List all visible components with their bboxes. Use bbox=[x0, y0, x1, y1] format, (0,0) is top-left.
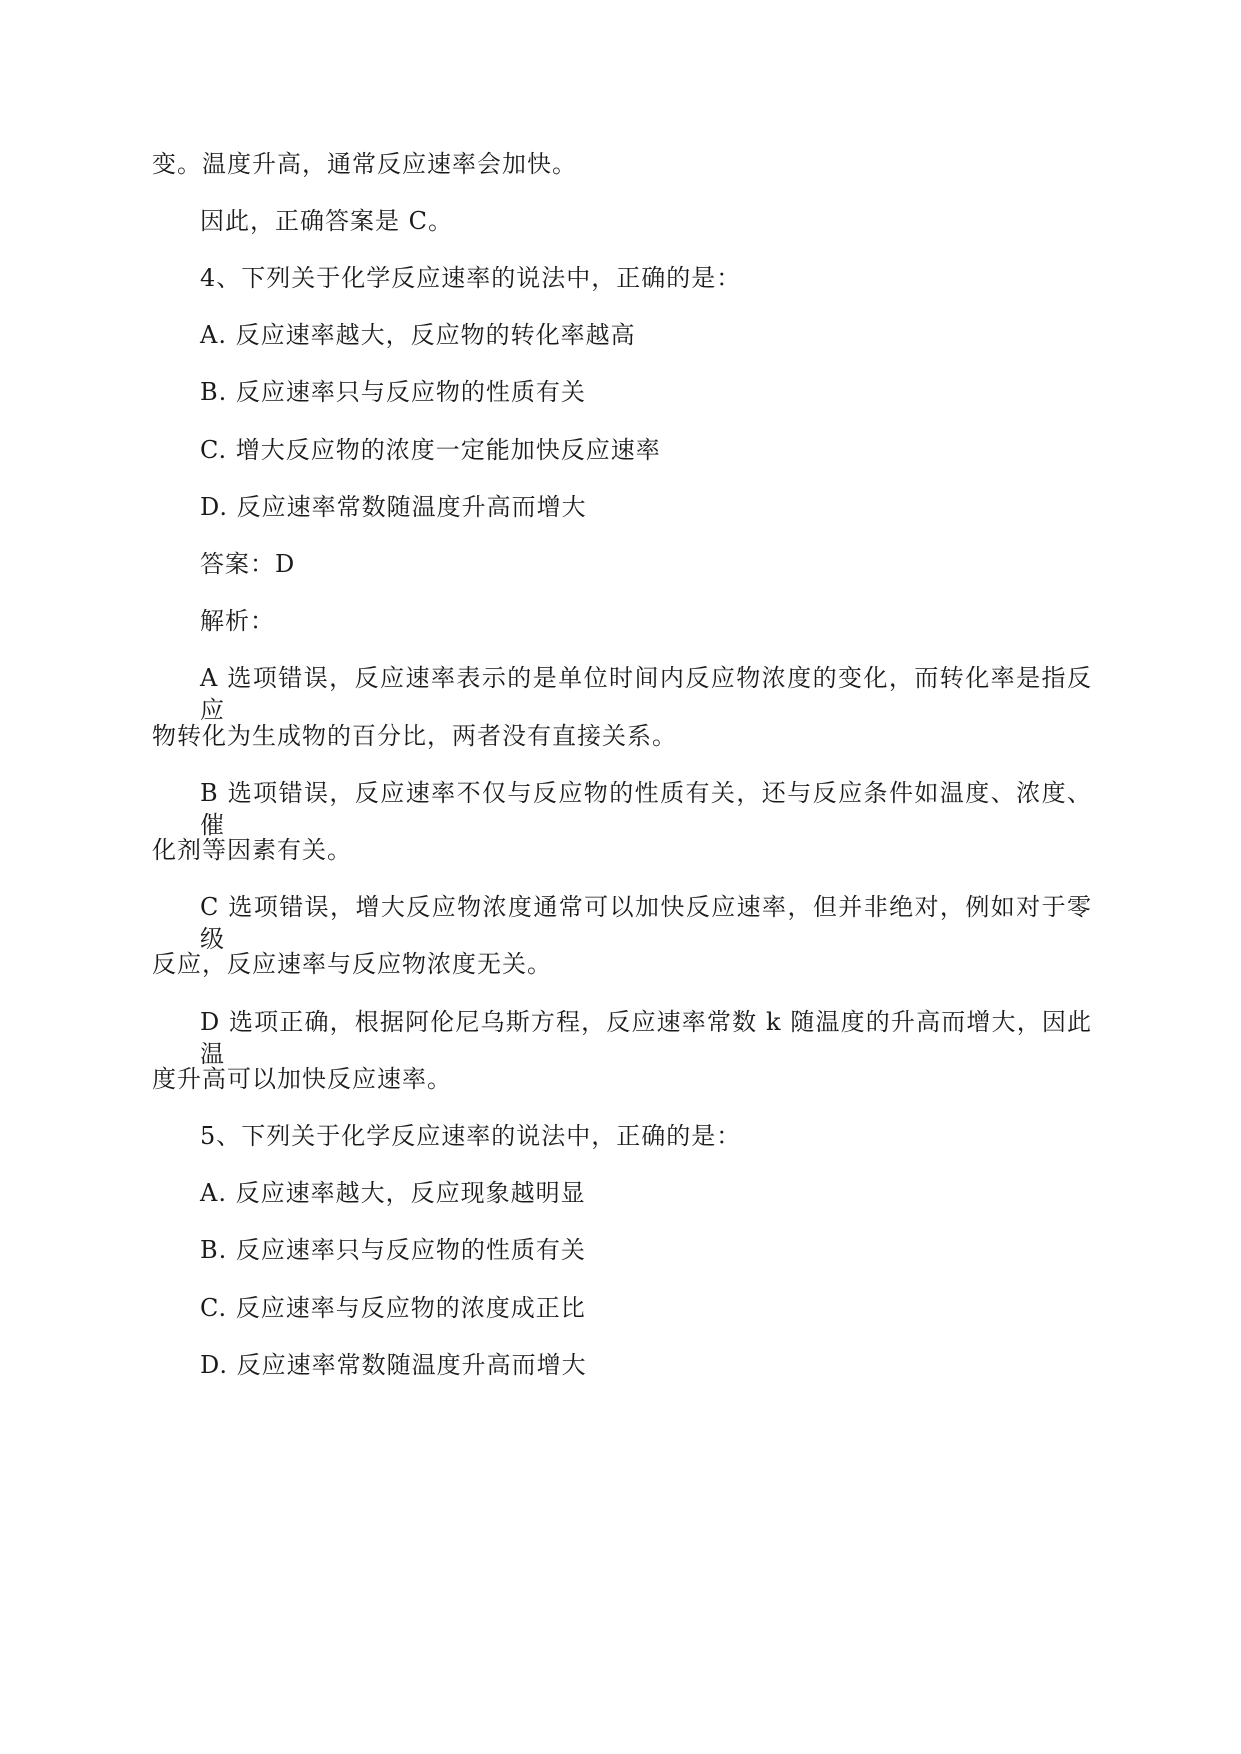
question-5-option-d: D. 反应速率常数随温度升高而增大 bbox=[200, 1351, 587, 1379]
analysis-c-line-1: C 选项错误，增大反应物浓度通常可以加快反应速率，但并非绝对，例如对于零级 bbox=[200, 893, 1092, 953]
analysis-b-line-2: 化剂等因素有关。 bbox=[152, 836, 352, 864]
question-4-stem: 4、下列关于化学反应速率的说法中，正确的是： bbox=[200, 264, 742, 292]
question-5-option-c: C. 反应速率与反应物的浓度成正比 bbox=[200, 1294, 586, 1322]
question-5-stem: 5、下列关于化学反应速率的说法中，正确的是： bbox=[200, 1122, 742, 1150]
question-4-answer: 答案：D bbox=[200, 550, 296, 578]
analysis-d-line-1: D 选项正确，根据阿伦尼乌斯方程，反应速率常数 k 随温度的升高而增大，因此温 bbox=[200, 1008, 1092, 1068]
question-4-option-a: A. 反应速率越大，反应物的转化率越高 bbox=[200, 321, 636, 349]
question-4-option-c: C. 增大反应物的浓度一定能加快反应速率 bbox=[200, 436, 661, 464]
question-4-option-d: D. 反应速率常数随温度升高而增大 bbox=[200, 493, 587, 521]
analysis-b-line-1: B 选项错误，反应速率不仅与反应物的性质有关，还与反应条件如温度、浓度、催 bbox=[200, 779, 1092, 839]
paragraph-continuation: 变。温度升高，通常反应速率会加快。 bbox=[152, 150, 577, 178]
analysis-c-line-2: 反应，反应速率与反应物浓度无关。 bbox=[152, 950, 552, 978]
analysis-a-line-1: A 选项错误，反应速率表示的是单位时间内反应物浓度的变化，而转化率是指反应 bbox=[200, 664, 1092, 724]
question-4-option-b: B. 反应速率只与反应物的性质有关 bbox=[200, 378, 586, 406]
question-5-option-b: B. 反应速率只与反应物的性质有关 bbox=[200, 1236, 586, 1264]
analysis-d-line-2: 度升高可以加快反应速率。 bbox=[152, 1065, 452, 1093]
question-5-option-a: A. 反应速率越大，反应现象越明显 bbox=[200, 1179, 586, 1207]
question-4-analysis-heading: 解析： bbox=[200, 607, 275, 635]
answer-conclusion: 因此，正确答案是 C。 bbox=[200, 207, 453, 235]
analysis-a-line-2: 物转化为生成物的百分比，两者没有直接关系。 bbox=[152, 722, 677, 750]
